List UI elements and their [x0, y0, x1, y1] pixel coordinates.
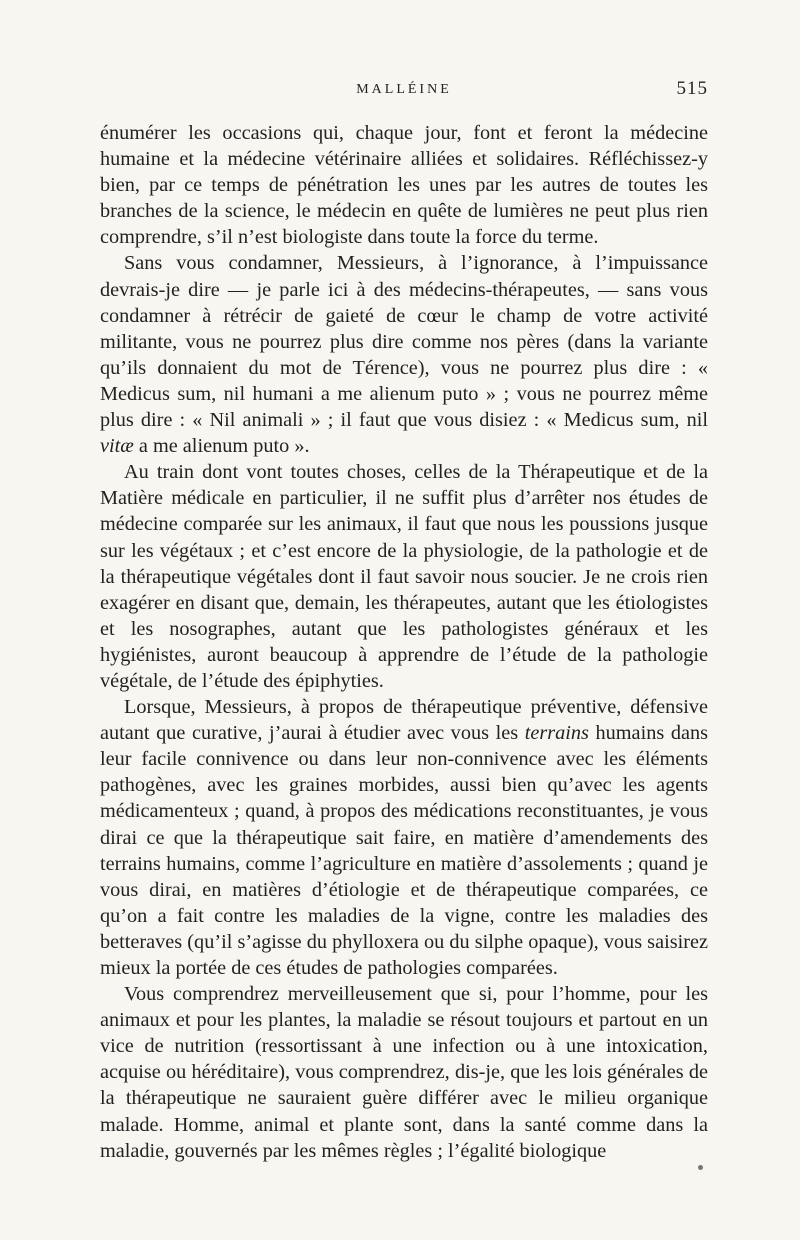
paragraph-4 [100, 694, 708, 981]
paragraph-5: Vous comprendrez merveilleusement que si, pour l’homme, pour les animaux et pour les plantes, la maladie se résout toujours et partout en un vice de nutrition (ressortissant à une infection ou à une intoxication, acquise ou héréditaire), vous comprendrez, dis-je, que les lois générales de la thérapeutique ne sauraient guère différer avec le milieu organique malade. Homme, animal et plante sont, dans la santé comme dans la maladie, gouvernés par les mêmes règles ; l’égalité biologique [100, 983, 708, 1162]
paragraph-4-after: humains dans leur facile connivence ou dans leur non-connivence avec les éléments pathogènes, avec les graines morbides, aussi bien qu’avec les agents médicamenteux ; quand, à propos des médications reconstituantes, je vous dirai ce que la thérapeutique sait faire, en matière d’amendements des terrains humains, comme l’agriculture en matière d’assolements ; quand je vous dirai, en matières d’étiologie et de thérapeutique comparées, ce qu’on a fait contre les maladies de la vigne, contre les maladies des betteraves (qu’il s’agisse du phylloxera ou du silphe opaque), vous saisirez mieux la portée de ces études de pathologies comparées. [100, 722, 708, 979]
emphasis-terrains: terrains [524, 722, 589, 745]
page-number: 515 [676, 78, 708, 99]
running-head: MALLÉINE [356, 82, 452, 97]
paragraph-2-after: a me alienum puto ». [133, 435, 310, 458]
emphasis-vitae: vitæ [100, 435, 134, 458]
paragraph-2-before: Sans vous condamner, Messieurs, à l’ignorance, à l’impuissance devrais-je dire — je parle ici à des médecins-thérapeutes, — sans vous condamner à rétrécir de gaieté de cœur le champ de votre activité militante, vous ne pourrez plus dire comme nos pères (dans la variante qu’ils donnaient du mot de Térence), vous ne pourrez plus dire : « Medicus sum, nil humani a me alienum puto » ; vous ne pourrez même plus dire : « Nil animali » ; il faut que vous disiez : « Medicus sum, nil [100, 252, 708, 432]
paragraph-4-before: Lorsque, Messieurs, à propos de thérapeutique préventive, défensive autant que curative, j’aurai à étudier avec vous les [100, 696, 708, 745]
paragraph-1: énumérer les occasions qui, chaque jour, font et feront la médecine humaine et la médecine vétérinaire alliées et solidaires. Réfléchissez-y bien, par ce temps de pénétration les unes par les autres de toutes les branches de la science, le médecin en quête de lumières ne peut plus rien comprendre, s’il n’est biologiste dans toute la force du terme. [100, 122, 708, 249]
page-header [100, 78, 708, 108]
body-text [100, 120, 708, 1164]
ink-dot [698, 1165, 703, 1170]
paragraph-2 [100, 250, 708, 459]
paragraph-3: Au train dont vont toutes choses, celles de la Thérapeutique et de la Matière médicale en particulier, il ne suffit plus d’arrêter nos études de médecine comparée sur les animaux, il faut que nous les poussions jusque sur les végétaux ; et c’est encore de la physiologie, de la pathologie et de la thérapeutique végétales dont il faut savoir nous soucier. Je ne crois rien exagérer en disant que, demain, les thérapeutes, autant que les étiologistes et les nosographes, autant que les pathologistes généraux et les hygiénistes, auront beaucoup à apprendre de l’étude de la pathologie végétale, de l’étude des épiphyties. [100, 461, 708, 692]
